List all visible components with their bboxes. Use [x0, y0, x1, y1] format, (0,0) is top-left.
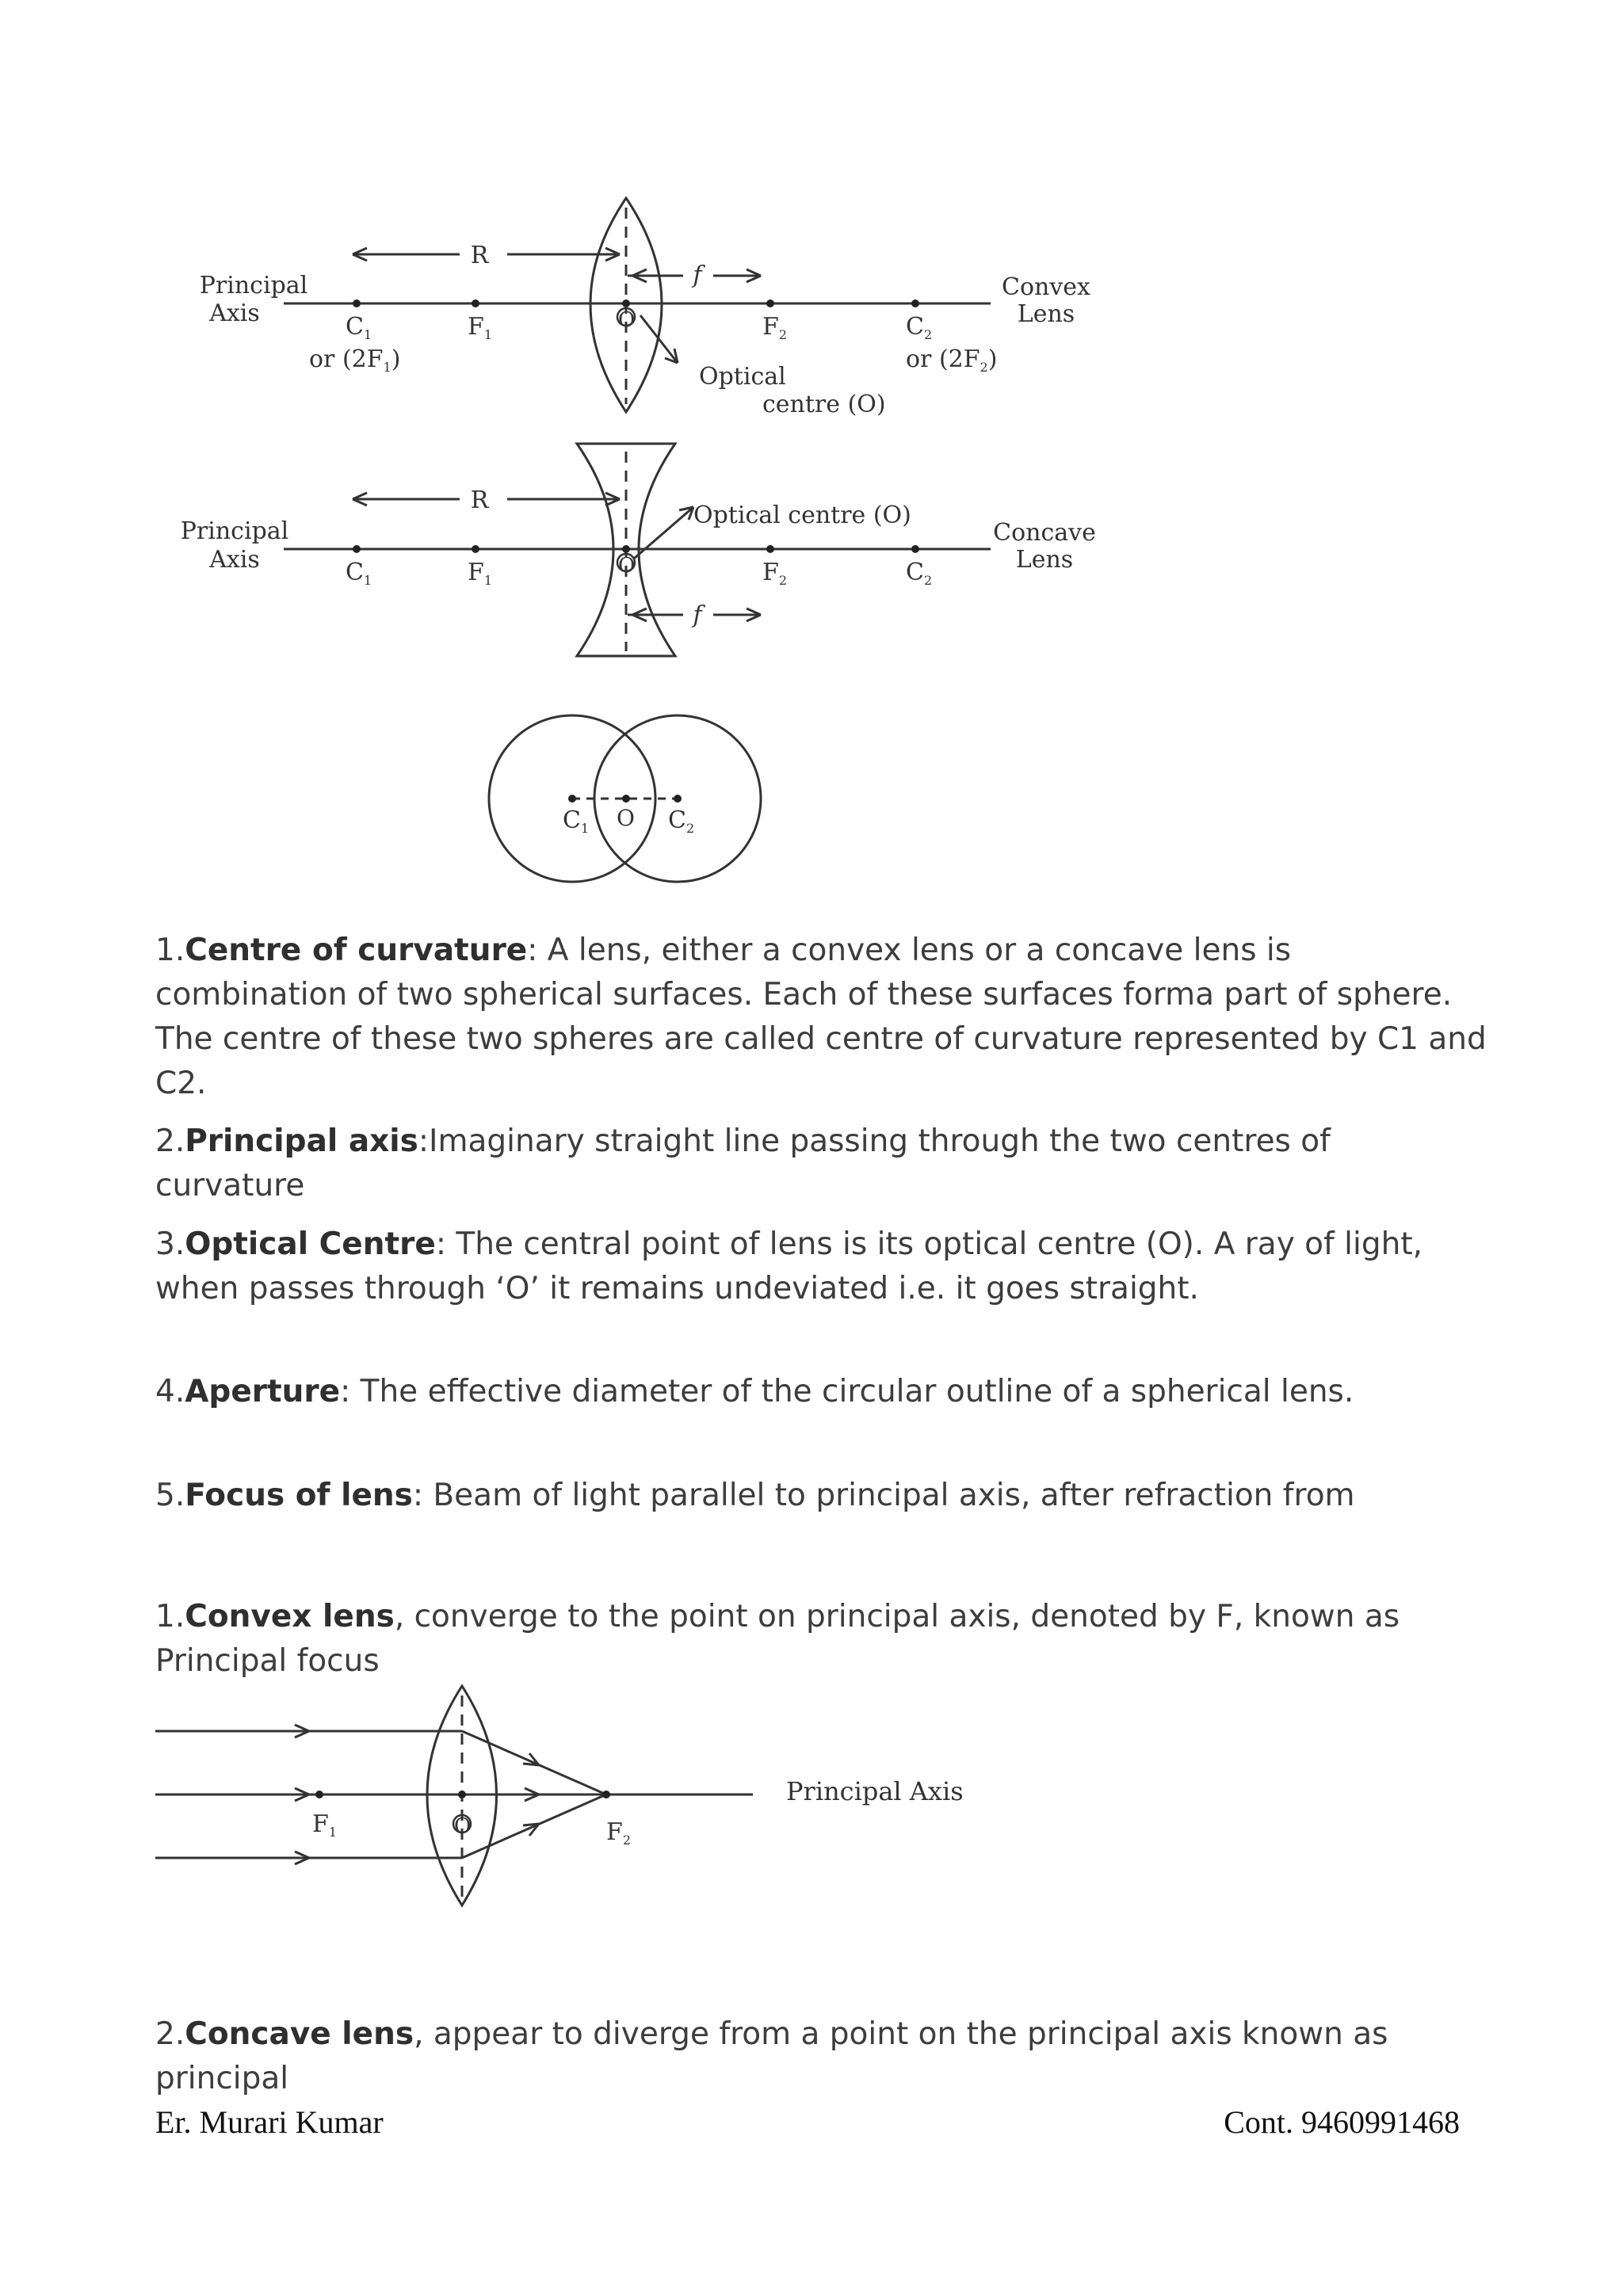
convex-F2-label: $F_2$ [762, 313, 788, 342]
concave-lens-diagram [284, 444, 991, 656]
footer-author: Er. Murari Kumar [155, 2104, 384, 2140]
convex-rays-diagram [155, 1686, 753, 1905]
convex-lens-label-1: Convex [1002, 273, 1090, 301]
footer-contact: Cont. 9460991468 [1224, 2104, 1460, 2140]
term-focus-of-lens: Focus of lens [185, 1478, 413, 1513]
convex-C2-label: $C_2$ [906, 313, 933, 342]
convex-C1-label: $C_1$ [346, 313, 372, 342]
paragraph-principal-axis: 2.Principal axis:Imaginary straight line passing through the two centres of curvature [155, 1123, 1331, 1203]
concave-C1-label: $C_1$ [346, 559, 372, 588]
rays-principal-axis-label: Principal Axis [786, 1776, 964, 1806]
concave-lens-label-2: Lens [1015, 546, 1074, 574]
paragraph-centre-of-curvature: 1.Centre of curvature: A lens, either a convex lens or a concave lens is combination of two spherical surfaces. Each of these surfaces forma part of sphere. The centre of these two spheres are called centre of curvature represented by C1 and C2. [155, 933, 1487, 1101]
term-optical-centre: Optical Centre [185, 1226, 436, 1262]
term-convex-lens: Convex lens [185, 1599, 395, 1634]
convex-f-label: f [693, 261, 702, 289]
concave-principal-label-1: Principal [180, 517, 289, 545]
rays-O-label: O [454, 1814, 472, 1838]
concave-f-label: f [693, 601, 702, 629]
term-aperture: Aperture [185, 1374, 341, 1409]
convex-F1-label: $F_1$ [468, 313, 493, 342]
concave-C2-label: $C_2$ [906, 559, 933, 588]
convex-optical-label-2: centre (O) [762, 391, 886, 418]
rays-F1-label: $F_1$ [312, 1810, 338, 1840]
paragraph-concave-lens: 2.Concave lens, appear to diverge from a point on the principal axis known as principal [155, 2016, 1388, 2096]
term-principal-axis: Principal axis [185, 1123, 418, 1159]
paragraph-convex-lens: 1.Convex lens, converge to the point on principal axis, denoted by F, known as Principal focus [155, 1599, 1400, 1679]
term-concave-lens: Concave lens [185, 2016, 414, 2052]
convex-or2F2-label: or $(2F_2)$ [906, 345, 998, 375]
convex-lens-label-2: Lens [1017, 300, 1075, 328]
concave-O-label: O [618, 554, 636, 578]
convex-R-label: R [470, 242, 489, 269]
concave-R-label: R [470, 486, 489, 514]
convex-principal-label-1: Principal [199, 272, 308, 299]
term-centre-of-curvature: Centre of curvature [185, 933, 528, 968]
convex-O-label: O [618, 308, 636, 332]
rays-F2-label: $F_2$ [606, 1818, 632, 1848]
circles-O-label: O [617, 805, 635, 831]
paragraph-aperture: 4.Aperture: The effective diameter of the circular outline of a spherical lens. [155, 1374, 1354, 1409]
concave-F2-label: $F_2$ [762, 559, 788, 588]
concave-principal-label-2: Axis [209, 546, 260, 574]
concave-F1-label: $F_1$ [468, 559, 493, 588]
concave-lens-label-1: Concave [993, 519, 1096, 547]
paragraph-optical-centre: 3.Optical Centre: The central point of lens is its optical centre (O). A ray of light, when passes through ‘O’ it remains undeviated i.e. it goes straight. [155, 1226, 1423, 1306]
convex-principal-label-2: Axis [209, 299, 260, 327]
convex-optical-label-1: Optical [699, 363, 786, 391]
circles-C1-label: $C_1$ [563, 807, 590, 836]
paragraph-focus-of-lens: 5.Focus of lens: Beam of light parallel to principal axis, after refraction from [155, 1478, 1355, 1513]
concave-optical-label: Optical centre (O) [693, 502, 911, 529]
circles-C2-label: $C_2$ [668, 807, 695, 836]
convex-or2F1-label: or $(2F_1)$ [309, 345, 401, 375]
